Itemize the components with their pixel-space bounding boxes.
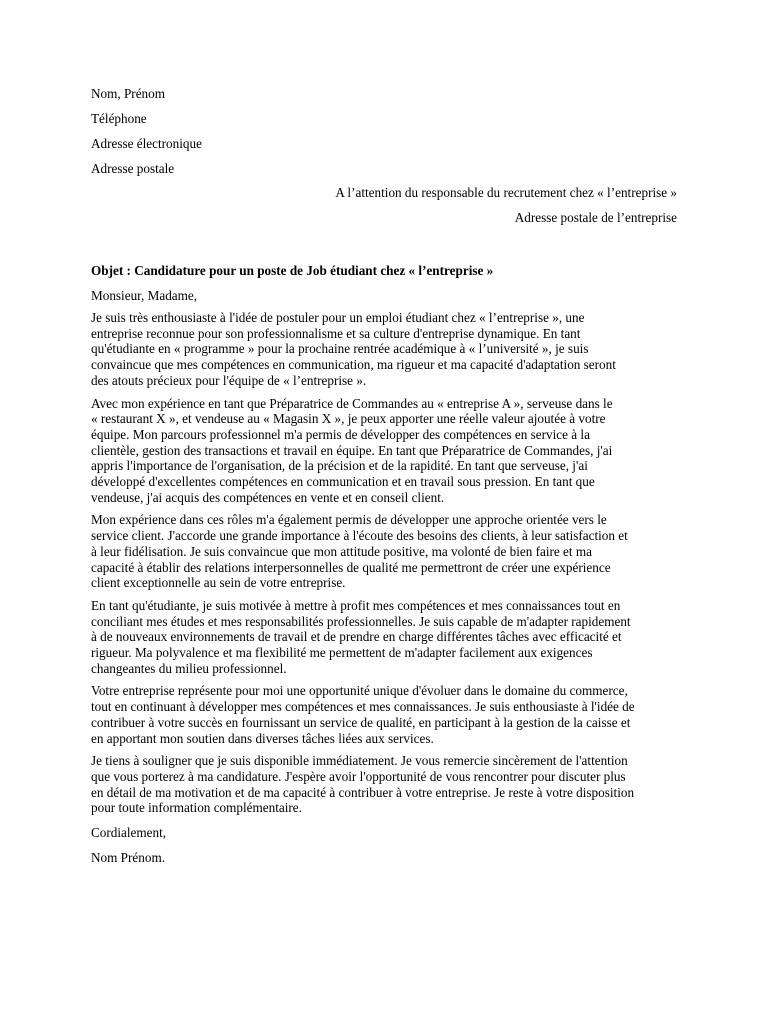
paragraph-line: appris l'importance de l'organisation, de la précision et de la rapidité. En tant que serveuse, j'ai: [91, 458, 588, 474]
sender-name: Nom, Prénom: [91, 86, 165, 101]
paragraph-line: tout en continuant à développer mes compétences et mes connaissances. Je suis enthousiaste à l'idée de: [91, 699, 635, 715]
paragraph-line: qu'étudiante en « programme » pour la prochaine rentrée académique à « l’université », je suis: [91, 341, 589, 357]
paragraph-1: [91, 310, 685, 389]
paragraph-line: capacité à établir des relations interpersonnelles de qualité me permettront de créer une expérience: [91, 559, 611, 575]
paragraph-line: convaincue que mes compétences en communication, ma rigueur et ma capacité d'adaptation seront: [91, 357, 616, 373]
paragraph-line: Mon expérience dans ces rôles m'a également permis de développer une approche orientée vers le: [91, 512, 607, 528]
paragraph-line: Je tiens à souligner que je suis disponible immédiatement. Je vous remercie sincèrement de l'attention: [91, 753, 628, 769]
paragraph-line: conciliant mes études et mes responsabilités professionnelles. Je suis capable de m'adapter rapidement: [91, 613, 631, 629]
sender-phone: Téléphone: [91, 111, 147, 126]
paragraph-line: des atouts précieux pour l'équipe de « l’entreprise ».: [91, 372, 367, 388]
paragraph-line: équipe. Mon parcours professionnel m'a permis de développer des compétences en service à la: [91, 426, 590, 442]
paragraph-line: à de nouveaux environnements de travail et de prendre en charge différentes tâches avec efficacité et: [91, 629, 622, 645]
paragraph-line: en détail de ma motivation et de ma capacité à contribuer à votre entreprise. Je reste à votre disposition: [91, 784, 635, 800]
paragraph-line: que vous porterez à ma candidature. J'espère avoir l'opportunité de vous rencontrer pour discuter plus: [91, 768, 626, 784]
paragraph-line: Votre entreprise représente pour moi une opportunité unique d'évoluer dans le domaine du commerce,: [91, 683, 628, 699]
letter-body: [91, 261, 685, 867]
paragraph-line: pour toute information complémentaire.: [91, 800, 302, 816]
paragraph-line: Avec mon expérience en tant que Préparatrice de Commandes au « entreprise A », serveuse dans le: [91, 395, 613, 411]
paragraph-line: rigueur. Ma polyvalence et ma flexibilité me permettent de m'adapter facilement aux exigences: [91, 645, 593, 661]
paragraph-line: vendeuse, j'ai acquis des compétences en vente et en conseil client.: [91, 489, 445, 505]
paragraph-line: En tant qu'étudiante, je suis motivée à mettre à profit mes compétences et mes connaissances tout en: [91, 597, 621, 613]
paragraph-line: développé d'excellentes compétences en communication et en travail sous pression. En tant que: [91, 474, 595, 490]
paragraph-5: [91, 683, 685, 746]
paragraph-6: [91, 753, 685, 816]
paragraph-line: changeantes du milieu professionnel.: [91, 660, 287, 676]
paragraph-line: en apportant mon soutien dans diverses tâches liées aux services.: [91, 730, 434, 746]
sender-block: [91, 84, 681, 184]
paragraph-2: [91, 396, 685, 506]
letter-subject: Objet : Candidature pour un poste de Job étudiant chez « l’entreprise »: [91, 263, 494, 278]
recipient-attention: A l’attention du responsable du recrutement chez « l’entreprise »: [335, 185, 677, 200]
letter-closing: Cordialement,: [91, 825, 167, 841]
paragraph-line: service client. J'accorde une grande importance à l'écoute des besoins des clients, à leur satisfaction et: [91, 528, 628, 544]
letter-signature: Nom Prénom.: [91, 850, 165, 866]
paragraph-line: « restaurant X », et vendeuse au « Magasin X », je peux apporter une réelle valeur ajoutée à votre: [91, 411, 606, 427]
paragraph-line: client exceptionnelle au sein de votre entreprise.: [91, 575, 346, 591]
recipient-block: [91, 183, 677, 233]
paragraph-line: Je suis très enthousiaste à l'idée de postuler pour un emploi étudiant chez « l’entreprise », une: [91, 310, 585, 325]
sender-address: Adresse postale: [91, 161, 175, 176]
letter-salutation: Monsieur, Madame,: [91, 288, 198, 303]
recipient-address: Adresse postale de l’entreprise: [514, 210, 677, 225]
paragraph-line: clientèle, gestion des transactions et travail en équipe. En tant que Préparatrice de Commandes, j'ai: [91, 442, 613, 458]
paragraph-line: à leur fidélisation. Je suis convaincue que mon attitude positive, ma volonté de bien faire et ma: [91, 543, 592, 559]
paragraph-line: contribuer à votre succès en fournissant un service de qualité, en participant à la gestion de la caisse et: [91, 714, 631, 730]
paragraph-3: [91, 512, 685, 591]
paragraph-4: [91, 598, 685, 677]
sender-email: Adresse électronique: [91, 136, 202, 151]
paragraph-line: entreprise reconnue pour son professionnalisme et sa culture d'entreprise dynamique. En tant: [91, 325, 581, 341]
